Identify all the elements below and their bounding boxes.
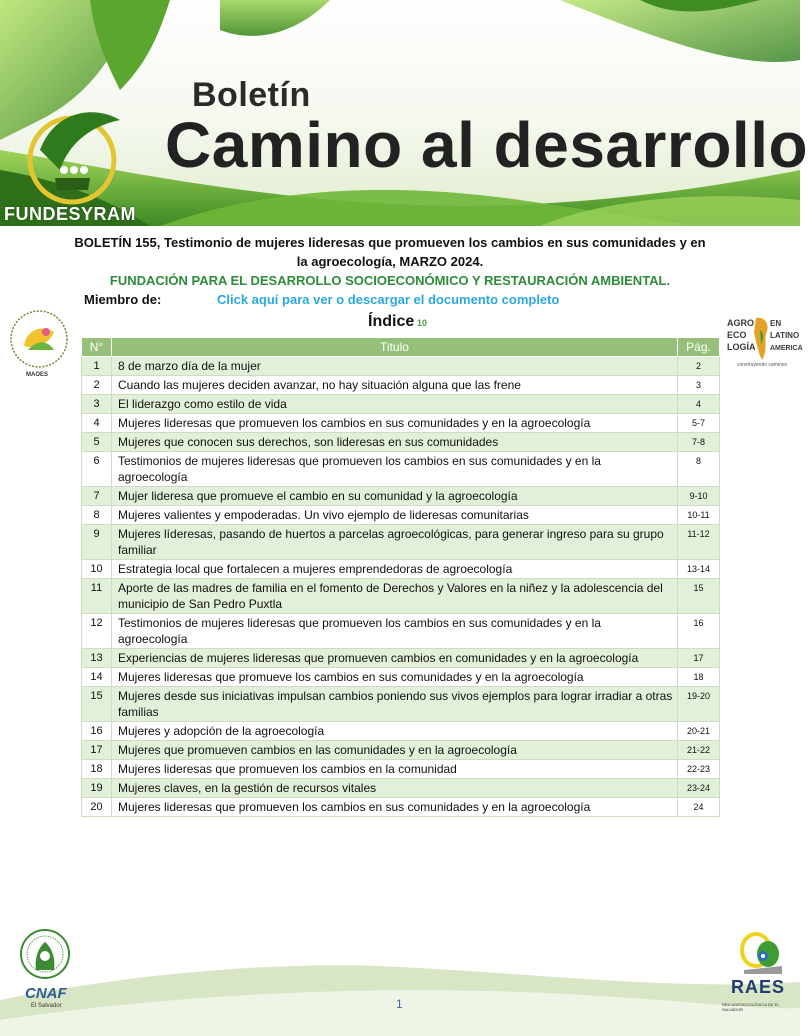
row-page: 23-24 [678,779,720,798]
row-page: 3 [678,376,720,395]
row-page: 19-20 [678,687,720,722]
row-page: 16 [678,614,720,649]
svg-text:AMERICA: AMERICA [770,345,803,352]
row-page: 20-21 [678,722,720,741]
row-title: Aporte de las madres de familia en el fomento de Derechos y Valores en la niñez y la adolescencia del municipio de San Pedro Puxtla [112,579,678,614]
table-row [82,579,720,614]
row-number: 20 [82,798,112,817]
maoes-logo-icon [8,306,70,372]
row-title: Mujeres valientes y empoderadas. Un vivo ejemplo de lideresas comunitarias [112,506,678,525]
row-number: 12 [82,614,112,649]
row-title: El liderazgo como estilo de vida [112,395,678,414]
raes-logo-text: RAES [731,977,786,997]
row-number: 5 [82,433,112,452]
table-row [82,741,720,760]
row-number: 4 [82,414,112,433]
svg-text:EN: EN [770,319,782,328]
row-number: 13 [82,649,112,668]
banner-kicker: Boletín [192,76,311,114]
column-header-title: Titulo [112,338,678,357]
row-title: Mujeres que conocen sus derechos, son lideresas en sus comunidades [112,433,678,452]
bulletin-title-line1: BOLETÍN 155, Testimonio de mujeres lideresas que promueven los cambios en sus comunidades y en [74,235,706,250]
table-row [82,798,720,817]
table-row [82,487,720,506]
row-title: Experiencias de mujeres lideresas que promueven cambios en comunidades y en la agroecología [112,649,678,668]
row-title: Estrategia local que fortalecen a mujeres emprendedoras de agroecología [112,560,678,579]
cnaf-logo-text: CNAF [25,985,67,1002]
cnaf-logo-icon [18,926,72,986]
row-title: Cuando las mujeres deciden avanzar, no hay situación alguna que las frene [112,376,678,395]
index-table [81,337,720,817]
row-page: 2 [678,357,720,376]
table-row [82,525,720,560]
row-number: 11 [82,579,112,614]
row-title: Mujeres lideresas que promueven los cambios en sus comunidades y en la agroecología [112,798,678,817]
bulletin-title-line2: la agroecología, MARZO 2024. [296,254,484,269]
table-row [82,760,720,779]
page-number: 1 [396,997,403,1011]
table-row [82,357,720,376]
row-page: 11-12 [678,525,720,560]
row-page: 8 [678,452,720,487]
svg-text:ECO: ECO [727,330,747,340]
row-number: 19 [82,779,112,798]
row-page: 7-8 [678,433,720,452]
row-title: Testimonios de mujeres lideresas que promueven los cambios en sus comunidades y en la agroecología [112,614,678,649]
table-row [82,668,720,687]
svg-text:LOGÍA: LOGÍA [727,342,756,352]
table-row [82,614,720,649]
row-title: Mujeres lideresas que promueven los cambios en la comunidad [112,760,678,779]
row-page: 9-10 [678,487,720,506]
svg-text:AGRO: AGRO [727,318,754,328]
row-number: 18 [82,760,112,779]
row-number: 3 [82,395,112,414]
index-table-header [82,338,720,357]
column-header-page: Pág. [678,338,720,357]
row-number: 17 [82,741,112,760]
row-number: 10 [82,560,112,579]
row-title: Mujeres desde sus iniciativas impulsan cambios poniendo sus vivos ejemplos para lograr irradiar a otras familias [112,687,678,722]
column-header-number: N° [82,338,112,357]
row-page: 22-23 [678,760,720,779]
row-title: Testimonios de mujeres lideresas que promueven los cambios en sus comunidades y en la agroecología [112,452,678,487]
banner-title: Camino al desarrollo [165,109,808,181]
row-title: Mujeres claves, en la gestión de recursos vitales [112,779,678,798]
row-title: Mujer lideresa que promueve el cambio en su comunidad y la agroecología [112,487,678,506]
table-row [82,687,720,722]
table-row [82,779,720,798]
index-heading: Índice [368,313,415,330]
row-title: Mujeres y adopción de la agroecología [112,722,678,741]
row-title: Mujeres lideresas que promueven los cambios en sus comunidades y en la agroecología [112,414,678,433]
row-page: 15 [678,579,720,614]
row-title: Mujeres lideresas que promueve los cambios en sus comunidades y en la agroecología [112,668,678,687]
row-page: 24 [678,798,720,817]
row-number: 1 [82,357,112,376]
agroecologia-logo-tagline: construyendo caminos [737,362,788,368]
member-label: Miembro de: [84,292,162,307]
row-page: 5-7 [678,414,720,433]
maoes-logo-text: MAOES [26,372,49,378]
table-row [82,395,720,414]
row-number: 9 [82,525,112,560]
table-row [82,452,720,487]
row-number: 16 [82,722,112,741]
cnaf-logo-subtext: El Salvador [31,1003,62,1009]
fundesyram-logo-text: FUNDESYRAM [4,204,137,224]
table-row [82,506,720,525]
download-document-link[interactable]: Click aquí para ver o descargar el documento completo [217,292,560,307]
index-count: 10 [417,318,428,328]
row-page: 10-11 [678,506,720,525]
row-number: 6 [82,452,112,487]
row-title: Mujeres que promueven cambios en las comunidades y en la agroecología [112,741,678,760]
row-number: 7 [82,487,112,506]
row-title: 8 de marzo día de la mujer [112,357,678,376]
table-row [82,560,720,579]
table-row [82,649,720,668]
row-number: 14 [82,668,112,687]
row-page: 18 [678,668,720,687]
row-number: 15 [82,687,112,722]
svg-text:LATINO: LATINO [770,331,800,340]
row-page: 4 [678,395,720,414]
row-page: 21-22 [678,741,720,760]
row-page: 17 [678,649,720,668]
table-row [82,414,720,433]
table-row [82,433,720,452]
table-row [82,722,720,741]
row-title: Mujeres líderesas, pasando de huertos a parcelas agroecológicas, para generar ingreso para su grupo familiar [112,525,678,560]
row-number: 8 [82,506,112,525]
raes-logo-subtext: RED AGROECOLÓGICA DE EL SALVADOR [722,1002,780,1012]
row-page: 13-14 [678,560,720,579]
foundation-name: FUNDACIÓN PARA EL DESARROLLO SOCIOECONÓMICO Y RESTAURACIÓN AMBIENTAL. [109,273,671,288]
row-number: 2 [82,376,112,395]
raes-logo-icon [736,930,790,976]
table-row [82,376,720,395]
header-banner [0,0,808,226]
